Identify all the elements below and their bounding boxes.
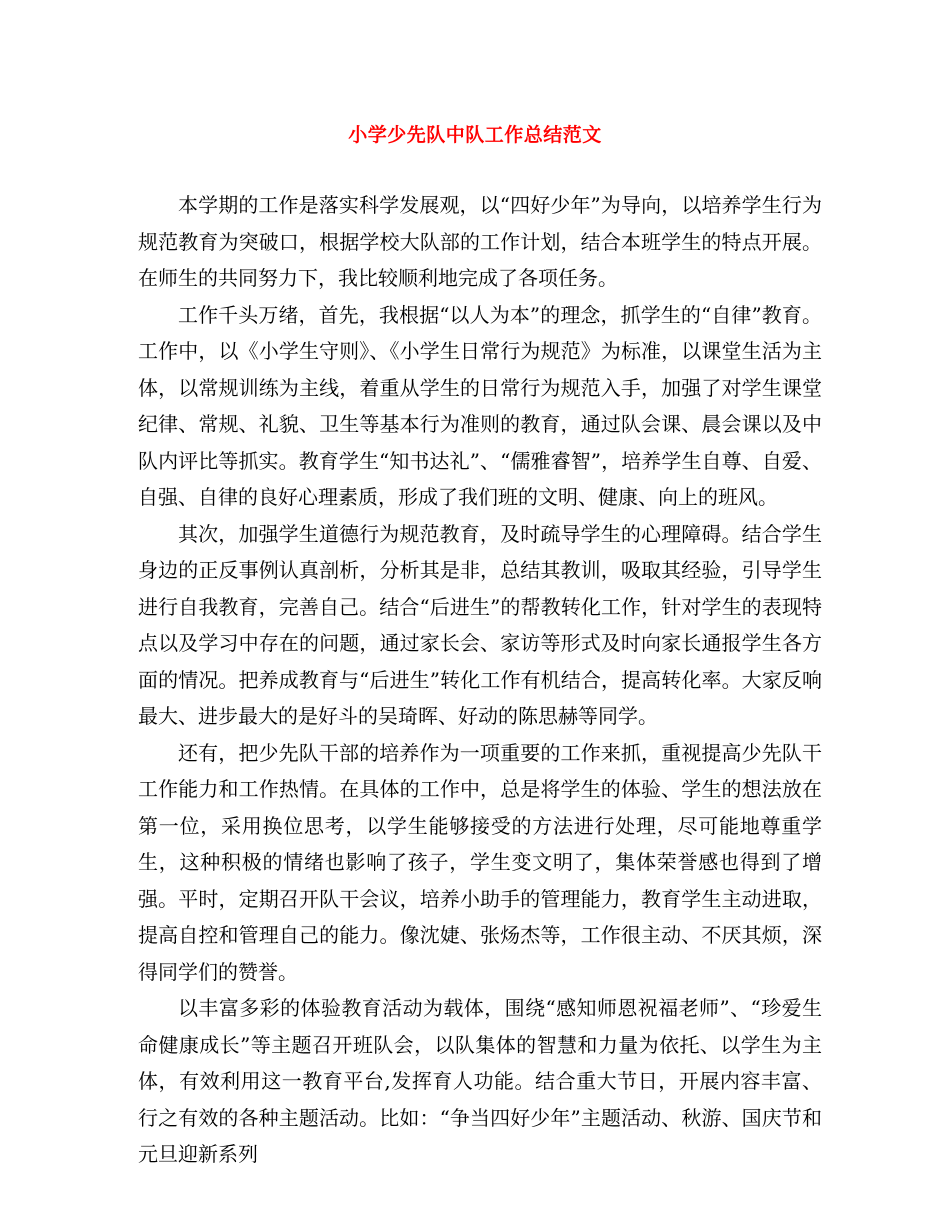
paragraph: 工作千头万绪，首先，我根据“以人为本”的理念，抓学生的“自律”教育。工作中，以《小学生守则》、《小学生日常行为规范》为标准，以课堂生活为主体，以常规训练为主线，着重从学生的日常行为规范入手，加强了对学生课堂纪律、常规、礼貌、卫生等基本行为准则的教育，通过队会课、晨会课以及中队内评比等抓实。教育学生“知书达礼”、“儒雅睿智”，培养学生自尊、自爱、自强、自律的良好心理素质，形成了我们班的文明、健康、向上的班风。 — [138, 302, 822, 509]
paragraph: 本学期的工作是落实科学发展观，以“四好少年”为导向，以培养学生行为规范教育为突破口，根据学校大队部的工作计划，结合本班学生的特点开展。在师生的共同努力下，我比较顺利地完成了各项任务。 — [138, 193, 822, 290]
document-title: 小学少先队中队工作总结范文 — [348, 124, 602, 146]
paragraph: 还有，把少先队干部的培养作为一项重要的工作来抓，重视提高少先队干工作能力和工作热情。在具体的工作中，总是将学生的体验、学生的想法放在第一位，采用换位思考，以学生能够接受的方法进行处理，尽可能地尊重学生，这种积极的情绪也影响了孩子，学生变文明了，集体荣誉感也得到了增强。平时，定期召开队干会议，培养小助手的管理能力，教育学生主动进取，提高自控和管理自己的能力。像沈婕、张炀杰等，工作很主动、不厌其烦，深得同学们的赞誉。 — [138, 740, 822, 984]
document-body — [138, 187, 822, 1173]
paragraph: 其次，加强学生道德行为规范教育，及时疏导学生的心理障碍。结合学生身边的正反事例认真剖析，分析其是非，总结其教训，吸取其经验，引导学生进行自我教育，完善自己。结合“后进生”的帮教转化工作，针对学生的表现特点以及学习中存在的问题，通过家长会、家访等形式及时向家长通报学生各方面的情况。把养成教育与“后进生”转化工作有机结合，提高转化率。大家反响最大、进步最大的是好斗的吴琦晖、好动的陈思赫等同学。 — [138, 521, 822, 728]
paragraph: 以丰富多彩的体验教育活动为载体，围绕“感知师恩祝福老师”、“珍爱生命健康成长”等主题召开班队会，以队集体的智慧和力量为依托、以学生为主体，有效利用这一教育平台,发挥育人功能。结合重大节日，开展内容丰富、行之有效的各种主题活动。比如：“争当四好少年”主题活动、秋游、国庆节和元旦迎新系列 — [138, 996, 822, 1166]
